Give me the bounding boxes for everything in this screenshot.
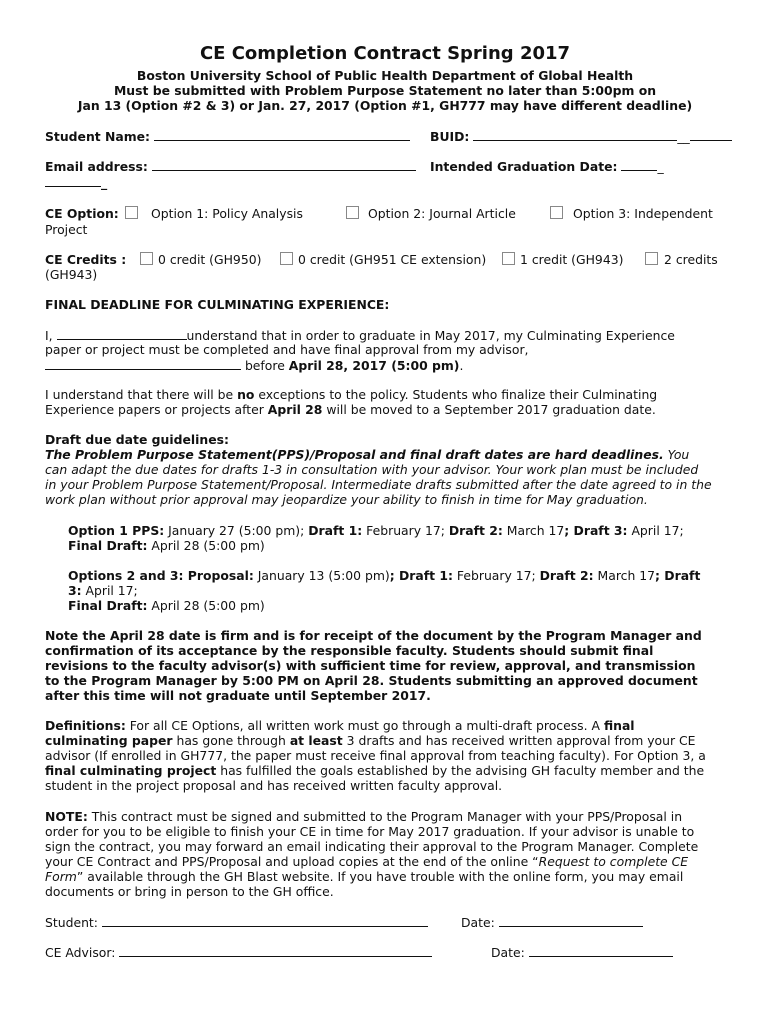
option1-draft1-label: Draft 1: bbox=[308, 523, 363, 538]
option23-schedule-line-3 bbox=[68, 598, 265, 613]
ce-credits-label: CE Credits : bbox=[45, 252, 127, 267]
guidelines-line-1 bbox=[45, 447, 689, 462]
definitions-line-3: advisor (If enrolled in GH777, the paper must receive final approval from teaching faculty). For Option 3, a bbox=[45, 748, 706, 763]
student-signature-field[interactable] bbox=[102, 914, 428, 927]
definitions-line-1 bbox=[45, 718, 635, 733]
note-line-5 bbox=[45, 869, 683, 884]
credit-gh943-2-label: 2 credits bbox=[664, 252, 718, 267]
credit-gh943-1-label: 1 credit (GH943) bbox=[520, 252, 624, 267]
option2-label: Option 2: Journal Article bbox=[368, 206, 516, 221]
firm-note-line-2: confirmation of its acceptance by the responsible faculty. Students should submit final bbox=[45, 643, 654, 658]
option23-proposal-date: January 13 (5:00 pm) bbox=[253, 568, 390, 583]
definitions-text-c: 3 drafts and has received written approval from your CE bbox=[342, 733, 696, 748]
option23-draft2-date: March 17 bbox=[593, 568, 656, 583]
definitions-line-2 bbox=[45, 733, 696, 748]
grad-date-underscore: _ bbox=[657, 159, 664, 174]
grad-date-wrap-row bbox=[45, 174, 107, 190]
advisor-signature-label: CE Advisor: bbox=[45, 945, 116, 960]
policy-line-2 bbox=[45, 402, 656, 417]
definitions-text-a: For all CE Options, all written work must go through a multi-draft process. A bbox=[125, 718, 604, 733]
definitions-culminating-paper: culminating paper bbox=[45, 733, 173, 748]
option1-label: Option 1: Policy Analysis bbox=[151, 206, 303, 221]
credit-gh943-2-checkbox[interactable] bbox=[645, 252, 658, 265]
note-line-1 bbox=[45, 809, 682, 824]
note-line-3: sign the contract, you may forward an email indicating their approval to the Program Manager. Complete bbox=[45, 839, 699, 854]
definitions-text-d: has fulfilled the goals established by the advising GH faculty member and the bbox=[216, 763, 705, 778]
option23-draft3-label: ; Draft bbox=[655, 568, 701, 583]
student-name-inline-field[interactable] bbox=[57, 327, 187, 340]
guidelines-you: You bbox=[663, 447, 690, 462]
guidelines-line-3: in your Problem Purpose Statement/Proposal. Intermediate drafts submitted after the date agreed to in the bbox=[45, 477, 712, 492]
student-name-field[interactable] bbox=[154, 128, 410, 141]
deadline-line-3 bbox=[45, 357, 463, 373]
policy-text-april28: April 28 bbox=[267, 402, 323, 417]
option1-pps-label: Option 1 PPS: bbox=[68, 523, 165, 538]
advisor-name-inline-field[interactable] bbox=[45, 357, 241, 370]
definitions-at-least: at least bbox=[289, 733, 343, 748]
grad-date-row bbox=[430, 158, 664, 174]
option2-checkbox[interactable] bbox=[346, 206, 359, 219]
advisor-date-field[interactable] bbox=[529, 944, 673, 957]
note-label: NOTE: bbox=[45, 809, 88, 824]
option23-draft2-label: Draft 2: bbox=[539, 568, 594, 583]
option1-schedule-line-2 bbox=[68, 538, 265, 553]
option23-draft3-date: April 17; bbox=[81, 583, 138, 598]
credit-gh950-checkbox[interactable] bbox=[140, 252, 153, 265]
note-line-4 bbox=[45, 854, 688, 869]
student-date-row bbox=[461, 914, 643, 930]
guidelines-line-2: can adapt the due dates for drafts 1-3 in consultation with your advisor. Your work plan must be included bbox=[45, 462, 699, 477]
policy-text-c: exceptions to the policy. Students who finalize their Culminating bbox=[254, 387, 658, 402]
buid-row bbox=[430, 128, 732, 144]
deadline-period: . bbox=[459, 358, 464, 373]
deadline-text-understand: understand that in order to graduate in May 2017, my Culminating Experience bbox=[186, 328, 675, 343]
note-form-name: Request to complete CE bbox=[538, 854, 689, 869]
policy-line-1 bbox=[45, 387, 657, 402]
option1-checkbox[interactable] bbox=[125, 206, 138, 219]
student-date-label: Date: bbox=[461, 915, 495, 930]
policy-text-e: will be moved to a September 2017 graduation date. bbox=[322, 402, 656, 417]
option23-draft3-label-wrap: 3: bbox=[68, 583, 82, 598]
guidelines-line-4: work plan without prior approval may jeopardize your ability to finish in time for May graduation. bbox=[45, 492, 648, 507]
student-signature-row bbox=[45, 914, 428, 930]
option1-draft2-date: March 17 bbox=[502, 523, 565, 538]
advisor-date-label: Date: bbox=[491, 945, 525, 960]
credit-gh951-label: 0 credit (GH951 CE extension) bbox=[298, 252, 487, 267]
option1-schedule-line-1 bbox=[68, 523, 684, 538]
credit-gh950-label: 0 credit (GH950) bbox=[158, 252, 262, 267]
option1-pps-date: January 27 (5:00 pm); bbox=[164, 523, 309, 538]
subtitle-deadline: Jan 13 (Option #2 & 3) or Jan. 27, 2017 (Option #1, GH777 may have different deadline) bbox=[77, 98, 693, 113]
option23-schedule-line-2 bbox=[68, 583, 138, 598]
email-row bbox=[45, 158, 416, 174]
note-form-word: Form bbox=[45, 869, 77, 884]
definitions-final: final bbox=[603, 718, 635, 733]
option3-label-wrap: Project bbox=[45, 222, 88, 237]
definitions-text-b: has gone through bbox=[172, 733, 290, 748]
deadline-text-before: before bbox=[241, 358, 289, 373]
buid-label: BUID: bbox=[430, 129, 470, 144]
definitions-line-4 bbox=[45, 763, 704, 778]
student-date-field[interactable] bbox=[499, 914, 643, 927]
ce-option-label: CE Option: bbox=[45, 206, 119, 221]
note-line-2: order for you to be eligible to finish your CE in time for May 2017 graduation. If your advisor is unable to bbox=[45, 824, 695, 839]
option23-draft1-label: ; Draft 1: bbox=[389, 568, 453, 583]
definitions-culminating-project: final culminating project bbox=[45, 763, 217, 778]
student-signature-label: Student: bbox=[45, 915, 98, 930]
email-field[interactable] bbox=[152, 158, 416, 171]
option23-final-label: Final Draft: bbox=[68, 598, 148, 613]
firm-note-line-5: after this time will not graduate until September 2017. bbox=[45, 688, 431, 703]
option23-draft1-date: February 17; bbox=[452, 568, 540, 583]
deadline-line-1 bbox=[45, 327, 675, 343]
note-text-a: This contract must be signed and submitted to the Program Manager with your PPS/Proposal in bbox=[87, 809, 683, 824]
note-line-6: documents or bring in person to the GH office. bbox=[45, 884, 334, 899]
guidelines-heading: Draft due date guidelines: bbox=[45, 432, 229, 447]
option23-schedule-line-1 bbox=[68, 568, 700, 583]
deadline-text-i: I, bbox=[45, 328, 57, 343]
option1-draft2-label: Draft 2: bbox=[448, 523, 503, 538]
deadline-date: April 28, 2017 (5:00 pm) bbox=[288, 358, 460, 373]
firm-note-line-1: Note the April 28 date is firm and is for receipt of the document by the Program Manager and bbox=[45, 628, 702, 643]
policy-text-a: I understand that there will be bbox=[45, 387, 238, 402]
firm-note-line-4: to the Program Manager by 5:00 PM on April 28. Students submitting an approved document bbox=[45, 673, 698, 688]
option1-draft3-label: ; Draft 3: bbox=[564, 523, 628, 538]
subtitle-school: Boston University School of Public Health Department of Global Health bbox=[136, 68, 634, 83]
firm-note-line-3: revisions to the faculty advisor(s) with sufficient time for review, approval, and transmission bbox=[45, 658, 696, 673]
deadline-line-2: paper or project must be completed and have final approval from my advisor, bbox=[45, 342, 529, 357]
policy-text-no: no bbox=[237, 387, 255, 402]
option1-final-date: April 28 (5:00 pm) bbox=[147, 538, 265, 553]
note-text-b: your CE Contract and PPS/Proposal and upload copies at the end of the online “ bbox=[45, 854, 539, 869]
option23-proposal-label: Options 2 and 3: Proposal: bbox=[68, 568, 254, 583]
credit-gh943-1-checkbox[interactable] bbox=[502, 252, 515, 265]
option3-label: Option 3: Independent bbox=[573, 206, 713, 221]
policy-text-d: Experience papers or projects after bbox=[45, 402, 268, 417]
buid-underscore: __ bbox=[677, 129, 690, 144]
definitions-label: Definitions: bbox=[45, 718, 126, 733]
option1-draft1-date: February 17; bbox=[362, 523, 449, 538]
credit-gh951-checkbox[interactable] bbox=[280, 252, 293, 265]
definitions-line-5: student in the project proposal and has received written faculty approval. bbox=[45, 778, 503, 793]
option23-final-date: April 28 (5:00 pm) bbox=[147, 598, 265, 613]
subtitle-submission: Must be submitted with Problem Purpose Statement no later than 5:00pm on bbox=[113, 83, 657, 98]
note-text-c: ” available through the GH Blast website. If you have trouble with the online form, you may email bbox=[76, 869, 684, 884]
buid-field-tail[interactable] bbox=[690, 128, 732, 141]
grad-date-wrap-underscore: _ bbox=[101, 175, 108, 190]
student-name-row bbox=[45, 128, 410, 144]
advisor-date-row bbox=[491, 944, 673, 960]
buid-field[interactable] bbox=[473, 128, 677, 141]
page-title: CE Completion Contract Spring 2017 bbox=[199, 43, 571, 64]
option1-final-label: Final Draft: bbox=[68, 538, 148, 553]
student-name-label: Student Name: bbox=[45, 129, 150, 144]
credit-gh943-2-label-wrap: (GH943) bbox=[45, 267, 98, 282]
grad-date-field-wrap[interactable] bbox=[45, 174, 101, 187]
final-deadline-heading: FINAL DEADLINE FOR CULMINATING EXPERIENCE: bbox=[45, 297, 390, 312]
advisor-signature-field[interactable] bbox=[119, 944, 432, 957]
email-label: Email address: bbox=[45, 159, 148, 174]
grad-date-field[interactable] bbox=[621, 158, 657, 171]
option1-draft3-date: April 17; bbox=[627, 523, 684, 538]
advisor-signature-row bbox=[45, 944, 432, 960]
guidelines-hard-deadlines: The Problem Purpose Statement(PPS)/Proposal and final draft dates are hard deadlines. bbox=[45, 447, 664, 462]
grad-date-label: Intended Graduation Date: bbox=[430, 159, 618, 174]
option3-checkbox[interactable] bbox=[550, 206, 563, 219]
